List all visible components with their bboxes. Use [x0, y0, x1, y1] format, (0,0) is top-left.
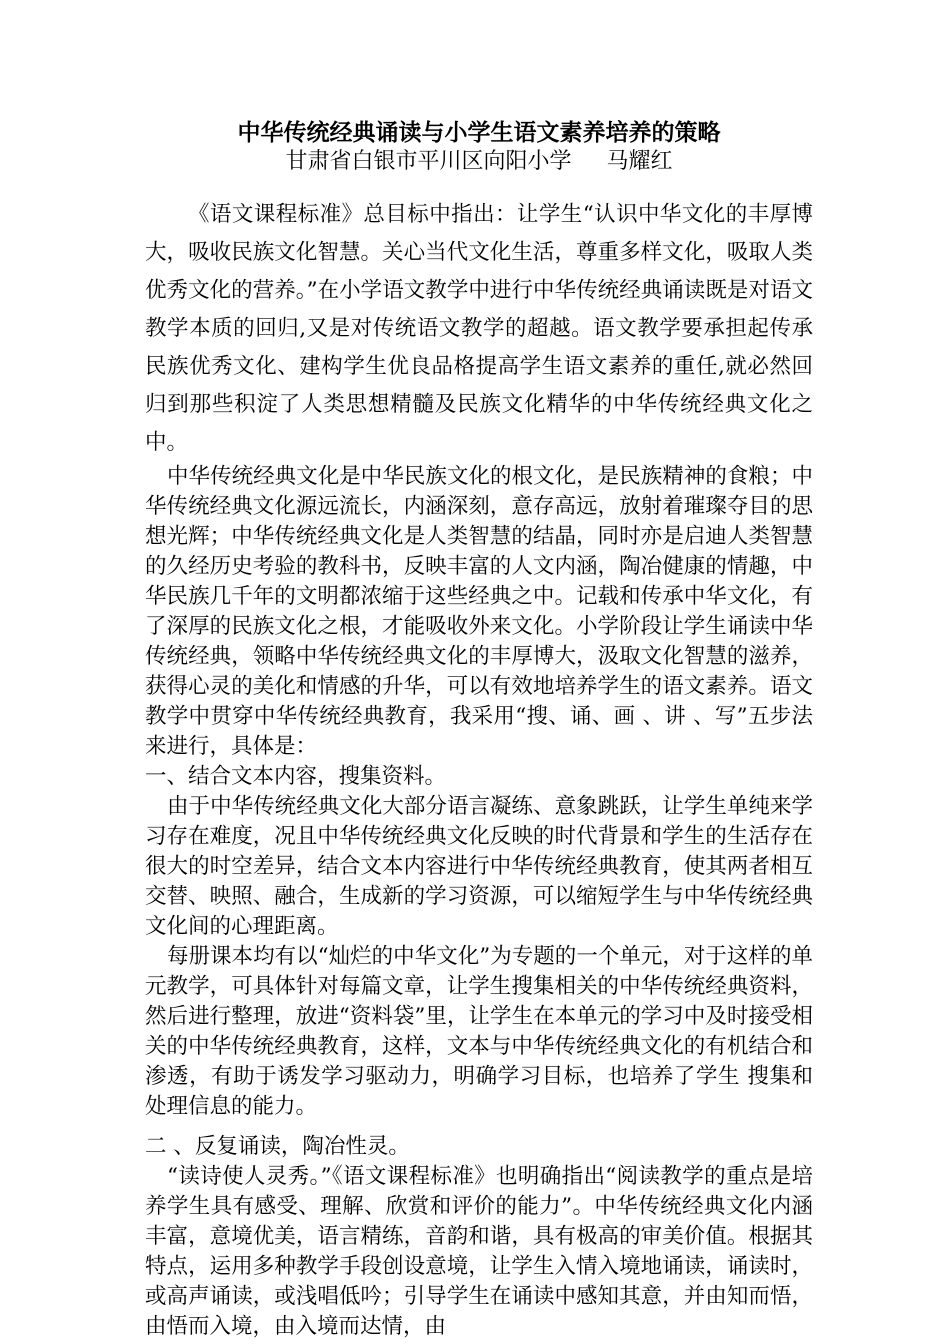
document-title: 中华传统经典诵读与小学生语文素养培养的策略 — [237, 119, 721, 146]
paragraph-section1-b: 每册课本均有以“灿烂的中华文化”为专题的一个单元，对于这样的单元教学，可具体针对每篇文章，让学生搜集相关的中华传统经典资料，然后进行整理，放进“资料袋”里，让学生在本单元的学习中及时接受相关的中华传统经典教育，这样，文本与中华传统经典文化的有机结合和渗透，有助于诱发学习驱动力，明确学习目标，也培养了学生 搜集和处理信息的能力。 — [145, 944, 813, 1119]
paragraph-section1-a: 由于中华传统经典文化大部分语言凝练、意象跳跃，让学生单纯来学习存在难度，况且中华传统经典文化反映的时代背景和学生的生活存在很大的时空差异，结合文本内容进行中华传统经典教育，使其两者相互交替、映照、融合，生成新的学习资源，可以缩短学生与中华传统经典文化间的心理距离。 — [145, 794, 813, 939]
paragraph-section2-a: “读诗使人灵秀。”《语文课程标准》也明确指出“阅读教学的重点是培养学生具有感受、理解、欣赏和评价的能力”。中华传统经典文化内涵丰富，意境优美，语言精练，音韵和谐，具有极高的审美价值。根据其特点，运用多种教学手段创设意境，让学生入情入境地诵读，诵读时，或高声诵读，或浅唱低吟；引导学生在诵读中感知其意，并由知而悟，由悟而入境，由入境而达情，由 — [145, 1164, 813, 1339]
section-heading-2: 二 、反复诵读，陶冶性灵。 — [145, 1134, 410, 1159]
document-page — [145, 118, 813, 1342]
document-author-line: 甘肃省白银市平川区向阳小学 马耀红 — [285, 149, 673, 174]
paragraph-classic-culture: 中华传统经典文化是中华民族文化的根文化，是民族精神的食粮；中华传统经典文化源远流长，内涵深刻，意存高远，放射着璀璨夺目的思想光辉；中华传统经典文化是人类智慧的结晶，同时亦是启迪人类智慧的久经历史考验的教科书，反映丰富的人文内涵，陶冶健康的情趣，中华民族几千年的文明都浓缩于这些经典之中。记载和传承中华文化，有了深厚的民族文化之根，才能吸收外来文化。小学阶段让学生诵读中华传统经典，领略中华传统经典文化的丰厚博大，汲取文化智慧的滋养，获得心灵的美化和情感的升华，可以有效地培养学生的语文素养。语文教学中贯穿中华传统经典教育，我采用“搜、诵、画 、讲 、写”五步法来进行，具体是： — [145, 464, 813, 759]
section-heading-1: 一、结合文本内容，搜集资料。 — [145, 764, 447, 789]
paragraph-intro: 《语文课程标准》总目标中指出：让学生“认识中华文化的丰厚博大，吸收民族文化智慧。关心当代文化生活，尊重多样文化，吸取人类优秀文化的营养。”在小学语文教学中进行中华传统经典诵读既是对语文教学本质的回归,又是对传统语文教学的超越。语文教学要承担起传承民族优秀文化、建构学生优良品格提高学生语文素养的重任,就必然回归到那些积淀了人类思想精髓及民族文化精华的中华传统经典文化之中。 — [145, 202, 813, 455]
